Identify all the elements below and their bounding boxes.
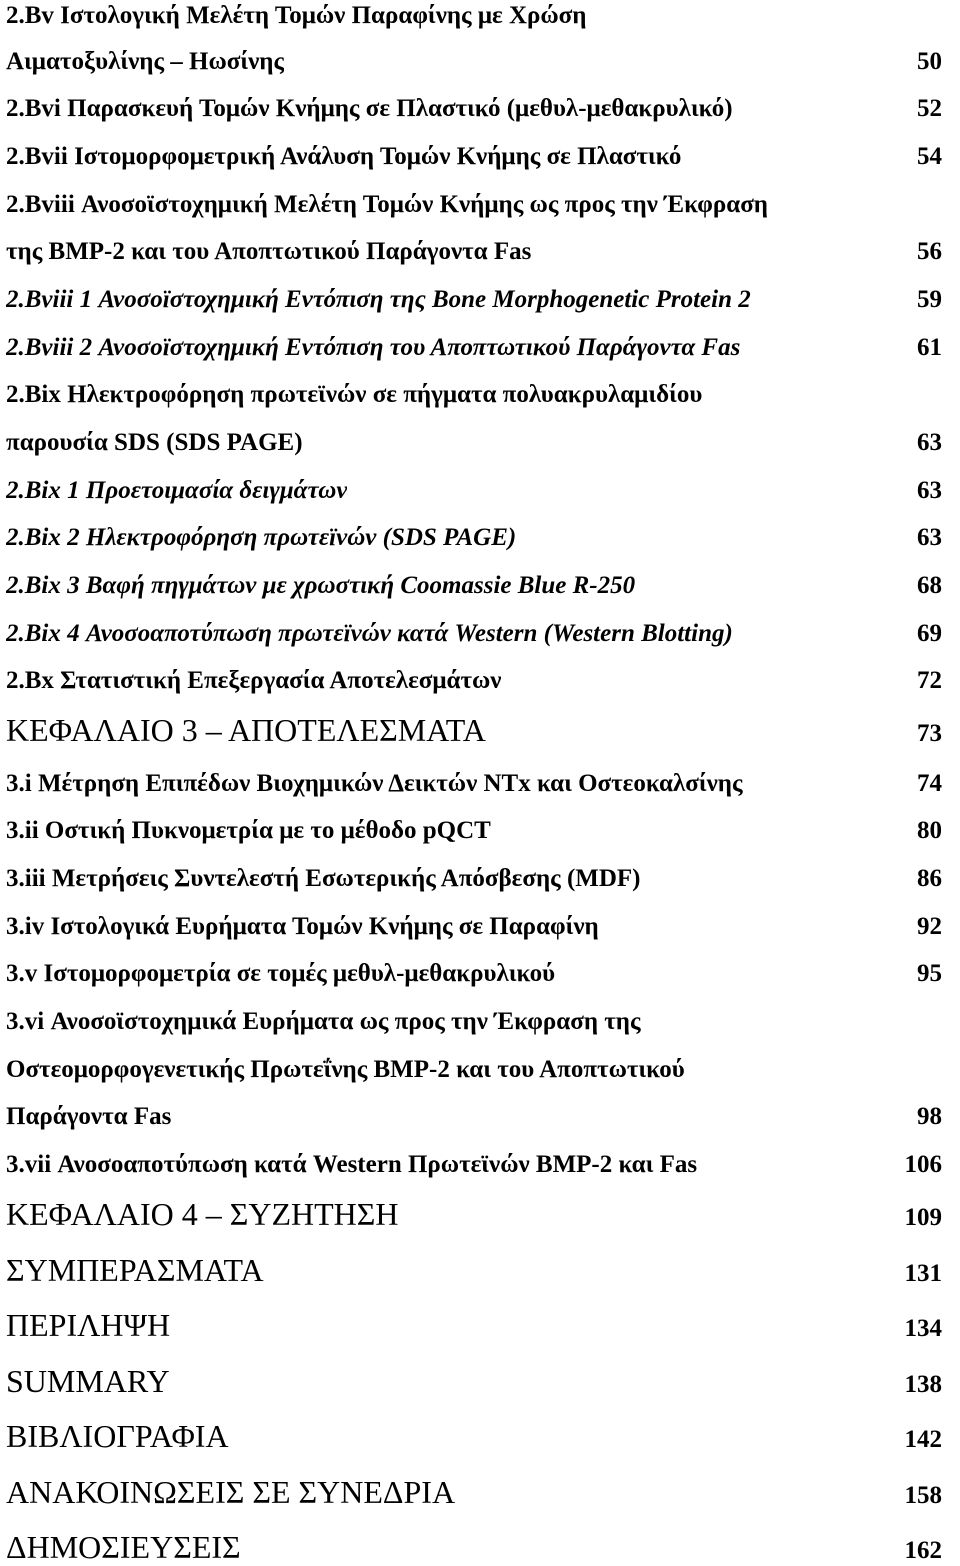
toc-entry-page: 106 [904,1151,942,1178]
toc-entry-title: ΔΗΜΟΣΙΕΥΣΕΙΣ [6,1529,241,1565]
toc-entry-page: 95 [917,960,942,987]
toc-entry-title: 2.Bix 4 Ανοσοαποτύπωση πρωτεϊνών κατά Western (Western Blotting) [6,620,733,647]
toc-entry [6,143,942,171]
toc-entry-title: 3.ii Οστική Πυκνομετρία με το μέθοδο pQCT [6,817,491,844]
toc-entry [6,381,942,409]
toc-entry [6,1103,942,1131]
toc-entry-title: 3.i Μέτρηση Επιπέδων Βιοχημικών Δεικτών NTx και Οστεοκαλσίνης [6,770,743,797]
toc-entry [6,334,942,362]
toc-entry [6,865,942,893]
toc-entry [6,817,942,845]
toc-entry-page: 92 [917,913,942,940]
toc-entry-title: 3.iv Ιστολογικά Ευρήματα Τομών Κνήμης σε Παραφίνη [6,913,599,940]
toc-entry [6,477,942,505]
toc-entry-title: ΒΙΒΛΙΟΓΡΑΦΙΑ [6,1418,229,1454]
toc-entry [6,524,942,552]
toc-entry-title: Οστεομορφογενετικής Πρωτεΐνης BMP-2 και του Αποπτωτικού [6,1056,685,1083]
toc-entry-title: 2.Bix Ηλεκτροφόρηση πρωτεϊνών σε πήγματα πολυακρυλαμιδίου [6,381,703,408]
toc-entry-page: 86 [917,865,942,892]
toc-entry-page: 73 [917,720,942,747]
toc-entry [6,48,942,76]
toc-entry-page: 63 [917,477,942,504]
toc-entry [6,1056,942,1084]
toc-entry-page: 61 [917,334,942,361]
toc-entry-title: 2.Bviii Ανοσοϊστοχημική Μελέτη Τομών Κνήμης ως προς την Έκφραση [6,191,768,218]
toc-entry-page: 98 [917,1103,942,1130]
toc-entry-title: παρουσία SDS (SDS PAGE) [6,429,303,456]
toc-entry-title: ΚΕΦΑΛΑΙΟ 4 – ΣΥΖΗΤΗΣΗ [6,1196,399,1232]
toc-chapter [6,1196,942,1233]
toc-entry-page: 52 [917,95,942,122]
toc-entry-page: 59 [917,286,942,313]
toc-entry [6,95,942,123]
toc-entry-page: 109 [904,1204,942,1231]
toc-entry [6,238,942,266]
toc-entry-title: της BMP-2 και του Αποπτωτικού Παράγοντα Fas [6,238,532,265]
toc-entry-page: 80 [917,817,942,844]
toc-entry-title: Παράγοντα Fas [6,1103,172,1130]
toc-entry [6,429,942,457]
toc-entry-page: 74 [917,770,942,797]
toc-entry-title: 2.Bviii 1 Ανοσοϊστοχημική Εντόπιση της Bone Morphogenetic Protein 2 [6,286,751,313]
toc-entry-page: 50 [917,48,942,75]
toc-entry [6,620,942,648]
toc-chapter [6,712,942,749]
toc-entry-title: 2.Bviii 2 Ανοσοϊστοχημική Εντόπιση του Αποπτωτικού Παράγοντα Fas [6,334,741,361]
toc-entry [6,1151,942,1179]
toc-entry-title: Αιματοξυλίνης – Ηωσίνης [6,48,285,75]
toc-entry-title: 2.Bix 1 Προετοιμασία δειγμάτων [6,477,348,504]
toc-entry-title: ΚΕΦΑΛΑΙΟ 3 – ΑΠΟΤΕΛΕΣΜΑΤΑ [6,712,486,748]
toc-entry [6,572,942,600]
toc-entry [6,2,942,30]
toc-entry-page: 158 [904,1482,942,1509]
toc-entry-page: 162 [904,1537,942,1564]
toc-entry [6,913,942,941]
toc-chapter [6,1418,942,1455]
toc-entry-page: 63 [917,524,942,551]
toc-entry-title: 2.Bv Ιστολογική Μελέτη Τομών Παραφίνης με Χρώση [6,2,587,29]
toc-entry-title: 3.vi Ανοσοϊστοχημικά Ευρήματα ως προς την Έκφραση της [6,1008,641,1035]
toc-entry-title: 2.Bx Στατιστική Επεξεργασία Αποτελεσμάτων [6,667,502,694]
toc-entry-page: 138 [904,1371,942,1398]
toc-chapter [6,1307,942,1344]
toc-entry [6,1008,942,1036]
toc-chapter [6,1252,942,1289]
toc-entry-title: 3.iii Μετρήσεις Συντελεστή Εσωτερικής Απόσβεσης (MDF) [6,865,641,892]
toc-entry-page: 134 [904,1315,942,1342]
toc-chapter [6,1529,942,1566]
toc-entry-page: 69 [917,620,942,647]
toc-entry [6,191,942,219]
toc-entry-page: 72 [917,667,942,694]
toc-entry [6,960,942,988]
toc-entry-title: 2.Bix 3 Βαφή πηγμάτων με χρωστική Coomassie Blue R-250 [6,572,636,599]
toc-entry-title: 2.Bix 2 Ηλεκτροφόρηση πρωτεϊνών (SDS PAGE) [6,524,517,551]
toc-entry-title: 2.Bvii Ιστομορφομετρική Ανάλυση Τομών Κνήμης σε Πλαστικό [6,143,682,170]
toc-entry-page: 63 [917,429,942,456]
toc-entry [6,286,942,314]
toc-entry-page: 54 [917,143,942,170]
toc-entry-title: 3.vii Ανοσοαποτύπωση κατά Western Πρωτεϊνών BMP-2 και Fas [6,1151,698,1178]
toc-entry-title: ΣΥΜΠΕΡΑΣΜΑΤΑ [6,1252,264,1288]
toc-chapter [6,1363,942,1400]
toc-entry [6,667,942,695]
toc-entry-page: 56 [917,238,942,265]
toc-entry-page: 131 [904,1260,942,1287]
toc-entry-title: ΠΕΡΙΛΗΨΗ [6,1307,171,1343]
toc-entry-title: SUMMARY [6,1363,170,1399]
toc-entry-page: 142 [904,1426,942,1453]
toc-entry-title: 2.Bvi Παρασκευή Τομών Κνήμης σε Πλαστικό (μεθυλ-μεθακρυλικό) [6,95,733,122]
toc-entry [6,770,942,798]
toc-chapter [6,1474,942,1511]
toc-entry-title: 3.v Ιστομορφομετρία σε τομές μεθυλ-μεθακρυλικού [6,960,556,987]
toc-entry-title: ΑΝΑΚΟΙΝΩΣΕΙΣ ΣΕ ΣΥΝΕΔΡΙΑ [6,1474,456,1510]
toc-entry-page: 68 [917,572,942,599]
